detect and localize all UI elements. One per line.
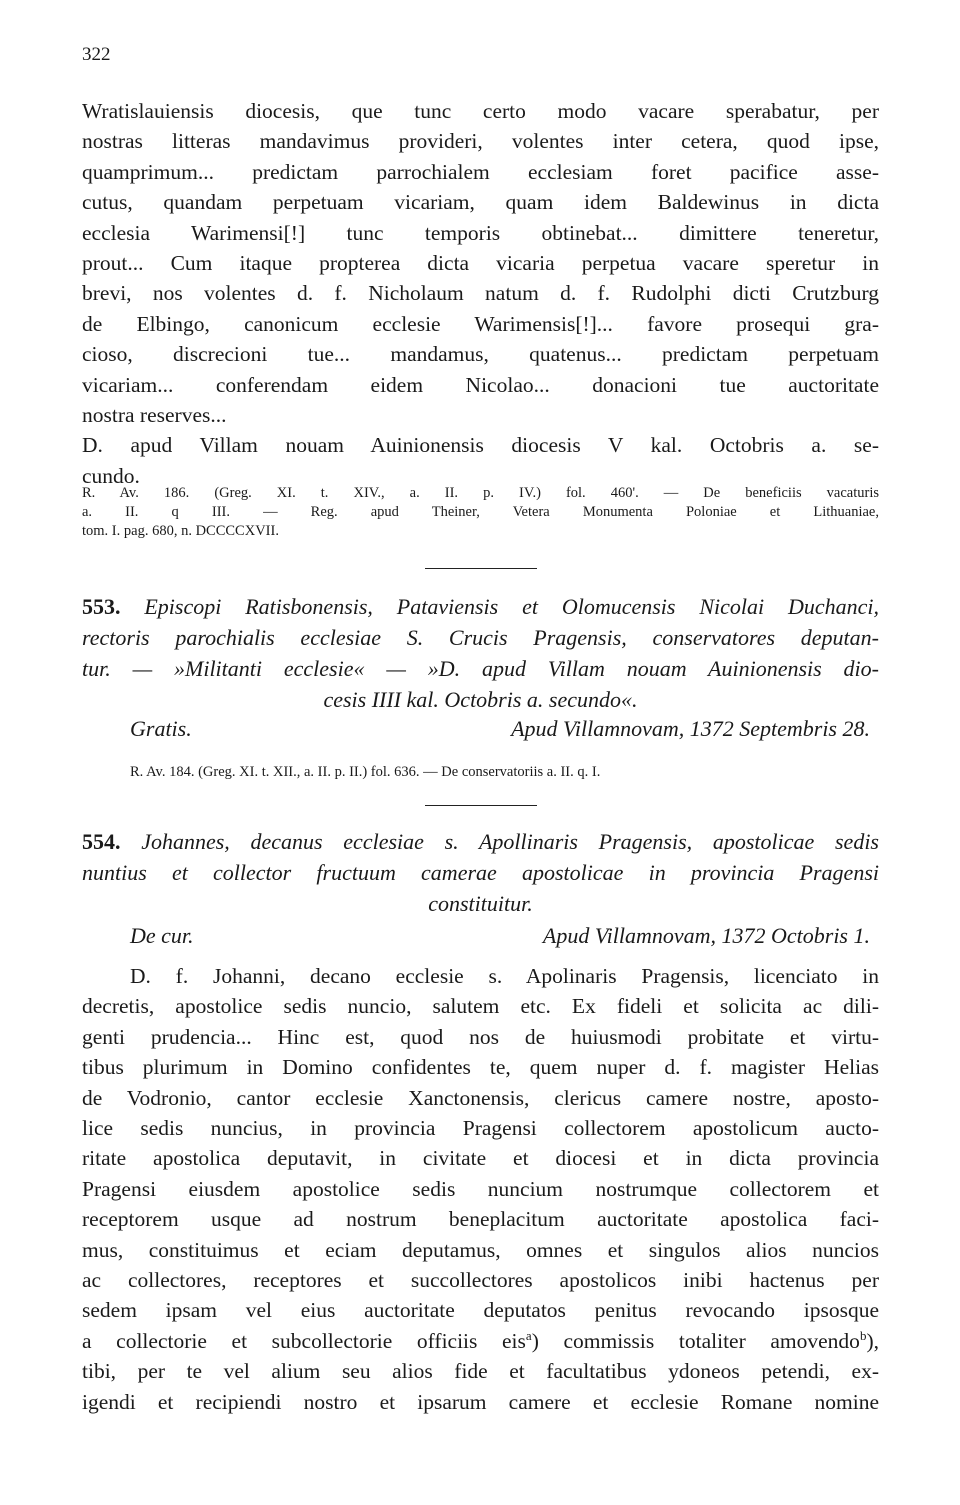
heading-line: constituitur. (428, 891, 533, 916)
footnote-marker: a (525, 1327, 532, 1343)
entry-553-heading: 553. Episcopi Ratisbonensis, Pataviensis et Olomucensis Nicolai Duchanci, rectoris parochialis ecclesiae S. Crucis Pragensis, conservatores deputan- tur. — »Militanti ecclesie« — »D. apud Villam nouam Auinionensis dio- cesis IIII kal. Octobris a. secundo«. (82, 591, 879, 715)
text-line: igendi et recipiendi nostro et ipsarum camere et ecclesie Romane nomine (82, 1389, 879, 1414)
text-line: tibus plurimum in Domino confidentes te, quem nuper d. f. magister Helias (82, 1055, 879, 1080)
dating-line: D. apud Villam nouam Auinionensis diocesis V kal. Octobris a. se- (82, 433, 879, 458)
text-line: vicariam... conferendam eidem Nicolao... donacioni tue auctoritate (82, 372, 879, 397)
entry-554-body (82, 961, 879, 1417)
page-number: 322 (82, 44, 111, 65)
source-line: a. II. q III. — Reg. apud Theiner, Vetera Monumenta Poloniae et Lithuaniae, (82, 504, 879, 520)
text-line: lice sedis nuncius, in provincia Pragensi collectorem apostolicum aucto- (82, 1116, 879, 1141)
heading-line: tur. — »Militanti ecclesie« — »D. apud Villam nouam Auinionensis dio- (82, 656, 879, 681)
fee-note: De cur. (130, 923, 194, 948)
intro-paragraph (82, 96, 879, 491)
text-line: Wratislauiensis diocesis, que tunc certo modo vacare sperabatur, per (82, 99, 879, 123)
source-line: tom. I. pag. 680, n. DCCCCXVII. (82, 523, 279, 539)
text-line: ecclesia Warimensi[!] tunc temporis obtinebat... dimittere teneretur, (82, 220, 879, 245)
section-divider (425, 805, 537, 806)
text-line-with-footnotes: a collectorie et subcollectorie officiis eis$^a$) commissis totaliter amovendo$^b$), (82, 1327, 879, 1353)
text-line: cutus, quandam perpetuam vicariam, quam idem Baldewinus in dicta (82, 190, 879, 215)
text-line: nostra reserves... (82, 403, 227, 428)
intro-source-note (82, 484, 879, 541)
place-date: Apud Villamnovam, 1372 Octobris 1. (542, 923, 870, 948)
footnote-marker: b (859, 1327, 867, 1343)
text-line: prout... Cum itaque propterea dicta vicaria perpetua vacare speretur in (82, 251, 879, 276)
heading-line: nuntius et collector fructuum camerae apostolicae in provincia Pragensi (82, 860, 879, 885)
entry-554-heading: 554. Johannes, decanus ecclesiae s. Apollinaris Pragensis, apostolicae sedis nuntius et collector fructuum camerae apostolicae in provincia Pragensi constituitur. (82, 826, 879, 919)
text-line: sedem ipsam vel eius auctoritate deputatos penitus revocando ipsosque (82, 1298, 879, 1323)
text-line: decretis, apostolice sedis nuncio, salutem etc. Ex fideli et solicita ac dili- (82, 994, 879, 1019)
entry-553-source: R. Av. 184. (Greg. XI. t. XII., a. II. p. II.) fol. 636. — De conservatoriis a. II. q. I. (130, 764, 601, 780)
heading-line: rectoris parochialis ecclesiae S. Crucis Pragensis, conservatores deputan- (82, 625, 879, 650)
source-line: R. Av. 186. (Greg. XI. t. XIV., a. II. p. IV.) fol. 460'. — De beneficiis vacaturis (82, 485, 879, 501)
fee-note: Gratis. (130, 716, 192, 741)
text-line: de Vodronio, cantor ecclesie Xanctonensis, clericus camere nostre, aposto- (82, 1085, 879, 1110)
section-divider (425, 568, 537, 569)
place-date: Apud Villamnovam, 1372 Septembris 28. (511, 716, 870, 741)
text-line: receptorem usque ad nostrum beneplacitum auctoritate apostolica faci- (82, 1207, 879, 1232)
text-line: tibi, per te vel alium seu alios fide et facultatibus ydoneos petendi, ex- (82, 1359, 879, 1384)
text-line: genti prudencia... Hinc est, quod nos de huiusmodi probitate et virtu- (82, 1024, 879, 1049)
entry-number: 553. (82, 594, 121, 619)
entry-number: 554. (82, 829, 121, 854)
text-line: D. f. Johanni, decano ecclesie s. Apolinaris Pragensis, licenciato in (130, 964, 879, 988)
dating-line: cundo. (82, 463, 140, 488)
text-line: brevi, nos volentes d. f. Nicholaum natum d. f. Rudolphi dicti Crutzburg (82, 281, 879, 306)
text-line: quamprimum... predictam parrochialem ecclesiam foret pacifice asse- (82, 159, 879, 184)
text-line: cioso, discrecioni tue... mandamus, quatenus... predictam perpetuam (82, 342, 879, 367)
text-line: Pragensi eiusdem apostolice sedis nuncium nostrumque collectorem et (82, 1176, 879, 1201)
text-line: mus, constituimus et eciam deputamus, omnes et singulos alios nuncios (82, 1237, 879, 1262)
text-line: ritate apostolica deputavit, in civitate et diocesi et in dicta provincia (82, 1146, 879, 1171)
text-line: nostras litteras mandavimus provideri, volentes inter cetera, quod ipse, (82, 129, 879, 154)
text-line: ac collectores, receptores et succollectores apostolicos inibi hactenus per (82, 1268, 879, 1293)
heading-line: cesis IIII kal. Octobris a. secundo«. (323, 687, 638, 712)
text-line: de Elbingo, canonicum ecclesie Warimensis[!]... favore prosequi gra- (82, 311, 879, 336)
